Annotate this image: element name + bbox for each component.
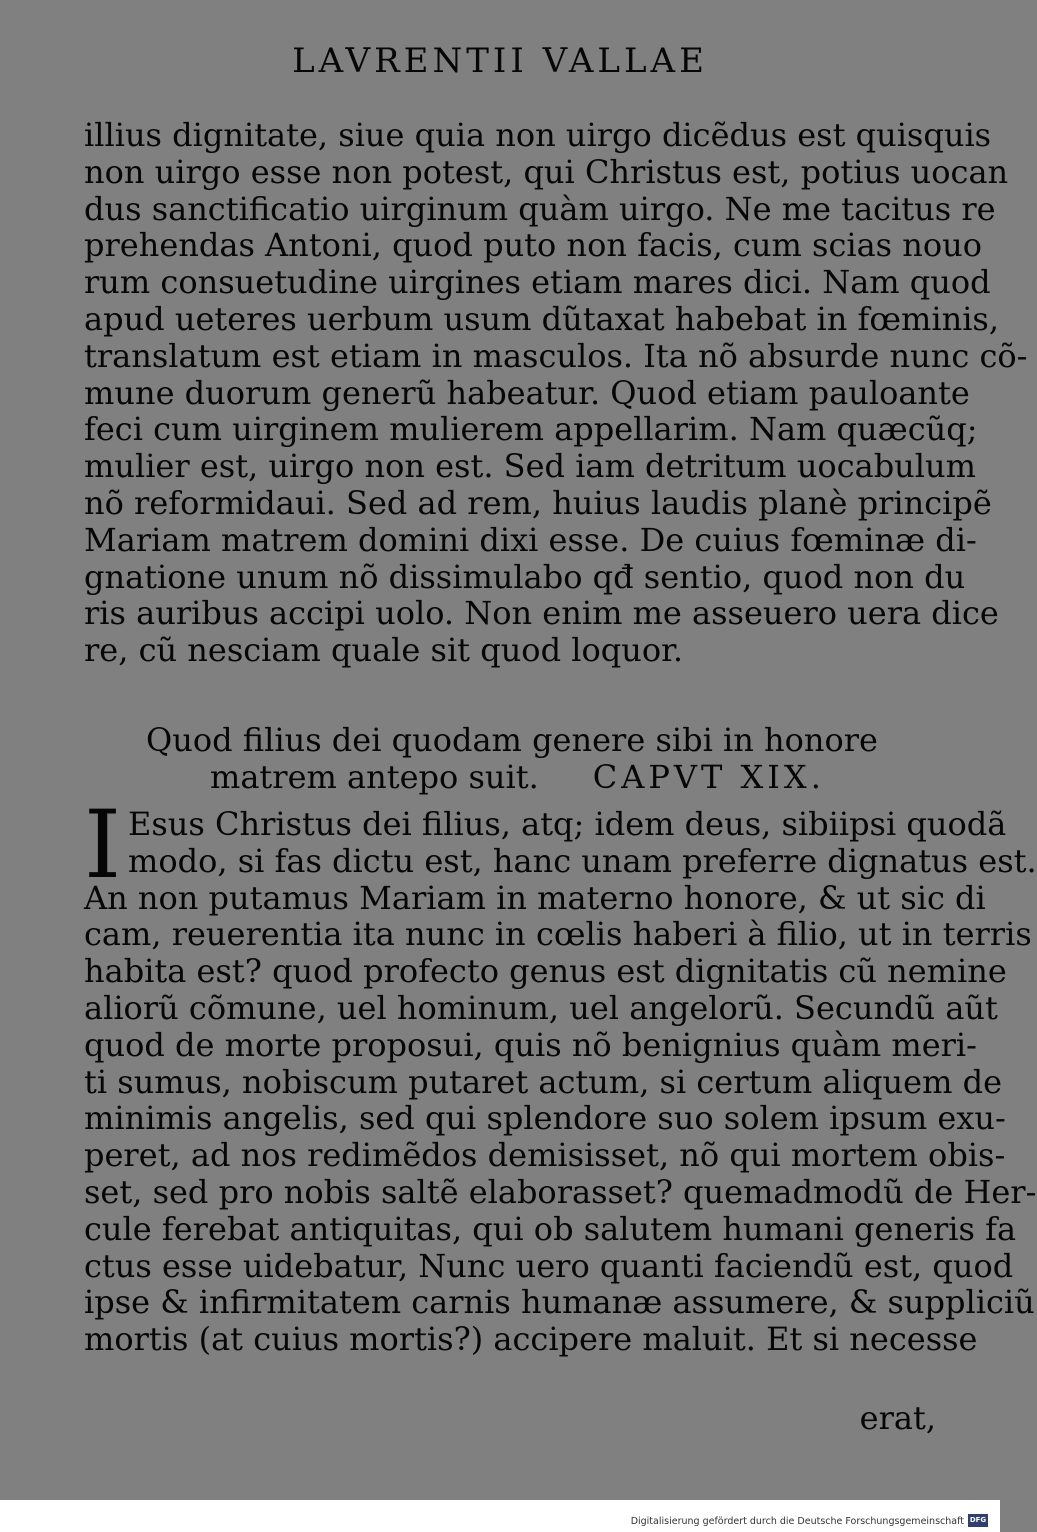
text-line: quod de morte proposui, quis nõ benignius quàm meri- (84, 1025, 977, 1064)
text-line: Esus Christus dei filius, atq; idem deus, sibiipsi quodã (128, 805, 1007, 843)
text-line: illius dignitate, siue quia non uirgo dicẽdus est quisquis (84, 116, 992, 154)
text-line: gnatione unum nõ dissimulabo qđ sentio, quod non du (84, 557, 966, 596)
text-line: rum consuetudine uirgines etiam mares dici. Nam quod (84, 263, 991, 302)
text-line: cam, reuerentia ita nunc in cœlis haberi à filio, ut in terris (84, 915, 1032, 954)
text-line: non uirgo esse non potest, qui Christus est, potius uocan (84, 152, 1009, 191)
digitization-credit: Digitalisierung gefördert durch die Deutsche Forschungsgemeinschaft (630, 1516, 964, 1527)
text-line: translatum est etiam in masculos. Ita nõ absurde nunc cõ- (84, 336, 1028, 375)
text-line: set, sed pro nobis saltẽ elaborasset? quemadmodũ de Her- (84, 1172, 1037, 1211)
paragraph-2 (84, 791, 1037, 1359)
drop-initial: I (84, 791, 122, 900)
text-line: nõ reformidaui. Sed ad rem, huius laudis planè principẽ (84, 483, 992, 522)
text-line: mortis (at cuius mortis?) accipere maluit. Et si necesse (84, 1320, 978, 1359)
chapter-heading-line-1: Quod filius dei quodam genere sibi in honore (146, 721, 878, 759)
text-line: Mariam matrem domini dixi esse. De cuius fœminæ di- (84, 520, 977, 559)
text-line: mulier est, uirgo non est. Sed iam detritum uocabulum (84, 447, 976, 486)
footer-bar (0, 1500, 1000, 1532)
running-head: LAVRENTII VALLAE (292, 41, 708, 81)
text-line: ctus esse uidebatur, Nunc uero quanti faciendũ est, quod (84, 1246, 1014, 1285)
chapter-heading-line-2 (84, 759, 940, 796)
text-line: ti sumus, nobiscum putaret actum, si certum aliquem de (84, 1062, 1003, 1101)
text-line: mune duorum generũ habeatur. Quod etiam pauloante (84, 373, 970, 412)
text-line: habita est? quod profecto genus est dignitatis cũ nemine (84, 952, 1007, 991)
text-line: re, cũ nesciam quale sit quod loquor. (84, 631, 684, 670)
text-line: ipse & infirmitatem carnis humanæ assumere, & suppliciũ (84, 1283, 1035, 1322)
text-line: ris auribus accipi uolo. Non enim me asseuero uera dice (84, 594, 999, 633)
text-line: feci cum uirginem mulierem appellarim. Nam quæcũq; (84, 410, 978, 449)
text-line: apud ueteres uerbum usum dũtaxat habebat in fœminis, (84, 299, 1000, 338)
text-line: modo, si fas dictu est, hanc unam preferre dignatus est. (128, 841, 1037, 880)
text-line: An non putamus Mariam in materno honore, & ut sic di (84, 878, 986, 917)
dfg-logo: DFG (968, 1514, 988, 1527)
text-line: peret, ad nos redimẽdos demisisset, nõ qui mortem obis- (84, 1136, 1006, 1175)
text-line: cule ferebat antiquitas, qui ob salutem humani generis fa (84, 1209, 1017, 1248)
chapter-number: CAPVT XIX. (592, 757, 825, 796)
chapter-heading (84, 722, 940, 796)
catchword: erat, (859, 1399, 936, 1437)
chapter-heading-title-end: matrem antepo suit. (210, 757, 539, 796)
text-line: minimis angelis, sed qui splendore suo solem ipsum exu- (84, 1099, 1006, 1138)
paragraph-1 (84, 116, 1028, 670)
text-line: aliorũ cõmune, uel hominum, uel angelorũ. Secundũ aũt (84, 988, 998, 1027)
text-line: prehendas Antoni, quod puto non facis, cum scias nouo (84, 226, 983, 265)
text-line: dus sanctificatio uirginum quàm uirgo. Ne me tacitus re (84, 189, 996, 228)
